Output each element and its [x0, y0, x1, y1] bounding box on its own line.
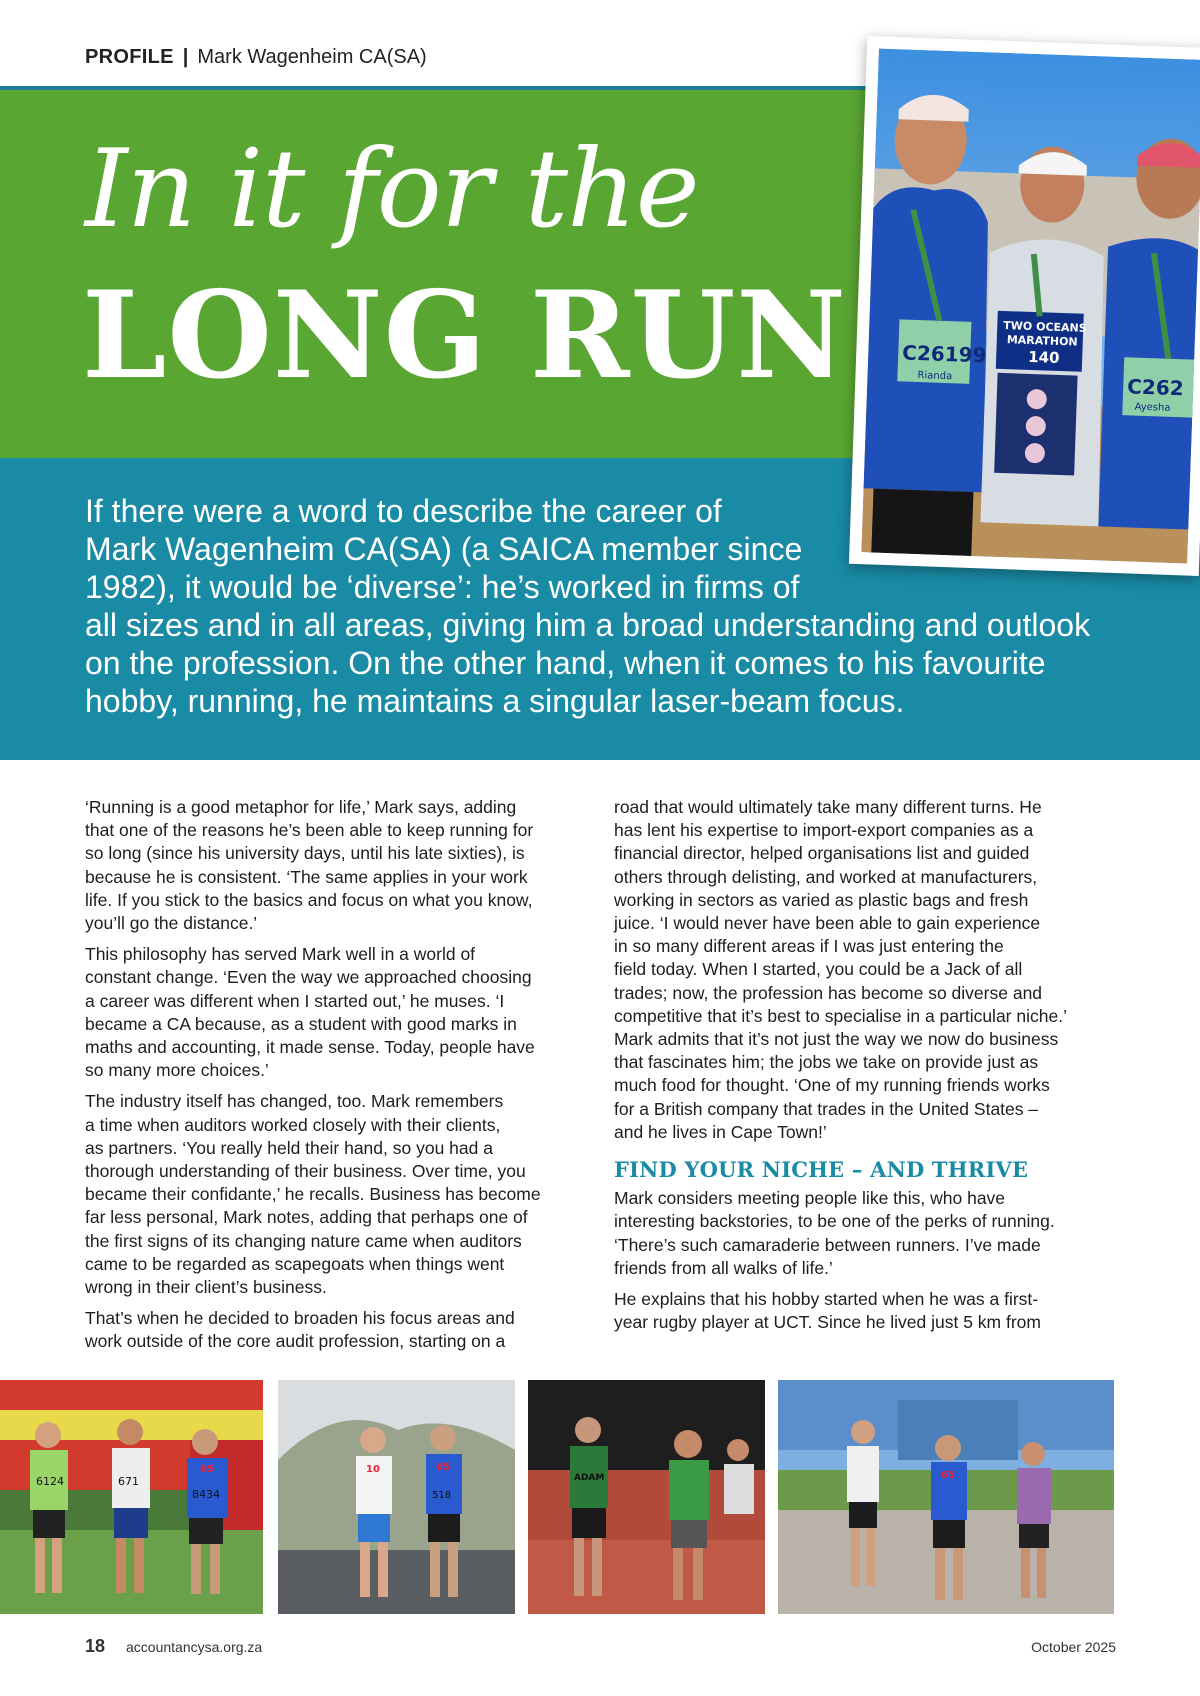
svg-text:C26199: C26199 — [901, 340, 987, 368]
text-line: so long (since his university days, until his late sixties), is — [85, 843, 525, 864]
intro-line: Mark Wagenheim CA(SA) (a SAICA member since — [85, 531, 803, 567]
intro-line: hobby, running, he maintains a singular laser-beam focus. — [85, 683, 905, 719]
text-line: because he is consistent. ‘The same applies in your work — [85, 866, 528, 887]
section-subheading: FIND YOUR NICHE – AND THRIVE — [614, 1157, 1029, 1183]
race-photo-1-icon — [0, 1380, 263, 1614]
footer-website: accountancysa.org.za — [126, 1639, 263, 1655]
text-line: This philosophy has served Mark well in a world of — [85, 944, 476, 965]
title-line-1: In it for the — [85, 127, 699, 252]
text-line: you’ll go the distance.’ — [85, 913, 258, 934]
text-line: field today. When I started, you could be a Jack of all — [614, 959, 1023, 980]
section-header — [85, 46, 427, 69]
strip-photo-1 — [0, 1380, 263, 1614]
text-line: ‘Running is a good metaphor for life,’ Mark says, adding — [85, 797, 517, 817]
text-line: road that would ultimately take many different turns. He — [614, 797, 1042, 817]
race-photo-2-icon — [278, 1380, 515, 1614]
text-line: That’s when he decided to broaden his focus areas and — [85, 1308, 515, 1329]
race-photo-3-icon — [528, 1380, 765, 1614]
header-separator: | — [182, 46, 189, 68]
strip-photo-3 — [528, 1380, 765, 1614]
svg-text:140: 140 — [1027, 347, 1060, 367]
text-line: became a CA because, as a student with good marks in — [85, 1013, 517, 1034]
strip-photo-4 — [778, 1380, 1114, 1614]
svg-text:8434: 8434 — [192, 1488, 220, 1501]
text-line: became their confidante,’ he recalls. Business has become — [85, 1184, 541, 1205]
text-line: much food for thought. ‘One of my running friends works — [614, 1075, 1050, 1096]
footer-date: October 2025 — [1031, 1639, 1116, 1655]
intro-line: 1982), it would be ‘diverse’: he’s worked in firms of — [85, 569, 800, 605]
text-line: ‘There’s such camaraderie between runners. I’ve made — [614, 1234, 1041, 1255]
text-line: that one of the reasons he’s been able to keep running for — [85, 820, 534, 841]
paragraph — [85, 943, 585, 1082]
text-line: year rugby player at UCT. Since he lived just 5 km from — [614, 1312, 1041, 1333]
text-line: in so many different areas if I was just entering the — [614, 936, 1004, 957]
text-line: others through delisting, and worked at manufacturers, — [614, 866, 1038, 887]
paragraph — [85, 796, 585, 935]
paragraph — [614, 1288, 1114, 1334]
text-line: has lent his expertise to import-export companies as a — [614, 820, 1034, 841]
svg-text:MARATHON: MARATHON — [1006, 333, 1078, 349]
text-line: constant change. ‘Even the way we approached choosing — [85, 967, 532, 988]
section-label: PROFILE — [85, 46, 174, 68]
text-line: the first signs of its changing nature came when auditors — [85, 1230, 522, 1251]
paragraph — [85, 1307, 585, 1353]
text-line: juice. ‘I would never have been able to gain experience — [614, 913, 1041, 934]
text-line: so many more choices.’ — [85, 1060, 269, 1081]
text-line: came to be regarded as scapegoats when things went — [85, 1253, 505, 1274]
title-line-2: LONG RUN — [82, 265, 847, 406]
body-column-2 — [614, 796, 1114, 1342]
svg-text:65: 65 — [200, 1464, 214, 1475]
intro-line: on the profession. On the other hand, when it comes to his favourite — [85, 645, 1046, 681]
text-line: work outside of the core audit profession, starting on a — [85, 1331, 506, 1352]
body-column-1 — [85, 796, 585, 1362]
text-line: Mark considers meeting people like this, who have — [614, 1188, 1006, 1209]
svg-text:671: 671 — [118, 1475, 139, 1488]
svg-text:6124: 6124 — [36, 1475, 64, 1488]
text-line: as partners. ‘You really held their hand, so you had a — [85, 1137, 493, 1158]
text-line: financial director, helped organisations list and guided — [614, 843, 1030, 864]
text-line: trades; now, the profession has become so diverse and — [614, 982, 1043, 1003]
runners-photo-icon — [861, 48, 1200, 563]
page-number: 18 — [85, 1636, 106, 1656]
text-line: The industry itself has changed, too. Mark remembers — [85, 1091, 504, 1112]
text-line: friends from all walks of life.’ — [614, 1257, 833, 1278]
text-line: maths and accounting, it made sense. Today, people have — [85, 1037, 535, 1058]
text-line: Mark admits that it’s not just the way we now do business — [614, 1029, 1059, 1050]
text-line: interesting backstories, to be one of the perks of running. — [614, 1211, 1055, 1232]
text-line: thorough understanding of their business. Over time, you — [85, 1161, 526, 1182]
profile-name: Mark Wagenheim CA(SA) — [197, 46, 427, 68]
text-line: far less personal, Mark notes, adding that perhaps one of — [85, 1207, 528, 1228]
svg-text:Rianda: Rianda — [917, 370, 953, 383]
svg-text:ADAM: ADAM — [574, 1473, 605, 1483]
svg-text:10: 10 — [366, 1464, 380, 1475]
svg-text:Ayesha: Ayesha — [1134, 401, 1171, 414]
text-line: life. If you stick to the basics and focus on what you know, — [85, 889, 533, 910]
text-line: working in sectors as varied as plastic bags and fresh — [614, 889, 1029, 910]
text-line: He explains that his hobby started when he was a first- — [614, 1289, 1039, 1310]
text-line: a career was different when I started out,’ he muses. ‘I — [85, 990, 505, 1011]
svg-text:TWO OCEANS: TWO OCEANS — [1003, 318, 1087, 335]
svg-text:518: 518 — [432, 1490, 452, 1501]
svg-text:C262: C262 — [1126, 374, 1185, 401]
text-line: for a British company that trades in the United States – — [614, 1098, 1039, 1119]
main-photo — [849, 36, 1200, 576]
paragraph — [85, 1090, 585, 1299]
text-line: and he lives in Cape Town!’ — [614, 1121, 827, 1142]
text-line: competitive that it’s best to specialise in a particular niche.’ — [614, 1005, 1067, 1026]
intro-line: all sizes and in all areas, giving him a broad understanding and outlook — [85, 607, 1091, 643]
paragraph — [614, 1187, 1114, 1280]
strip-photo-2 — [278, 1380, 515, 1614]
text-line: wrong in their client’s business. — [85, 1277, 327, 1298]
svg-text:65: 65 — [436, 1462, 450, 1473]
text-line: that fascinates him; the jobs we take on provide just as — [614, 1052, 1039, 1073]
text-line: a time when auditors worked closely with their clients, — [85, 1114, 501, 1135]
intro-line: If there were a word to describe the career of — [85, 493, 722, 529]
race-photo-4-icon — [778, 1380, 1114, 1614]
paragraph — [614, 796, 1114, 1144]
svg-text:65: 65 — [941, 1470, 955, 1481]
